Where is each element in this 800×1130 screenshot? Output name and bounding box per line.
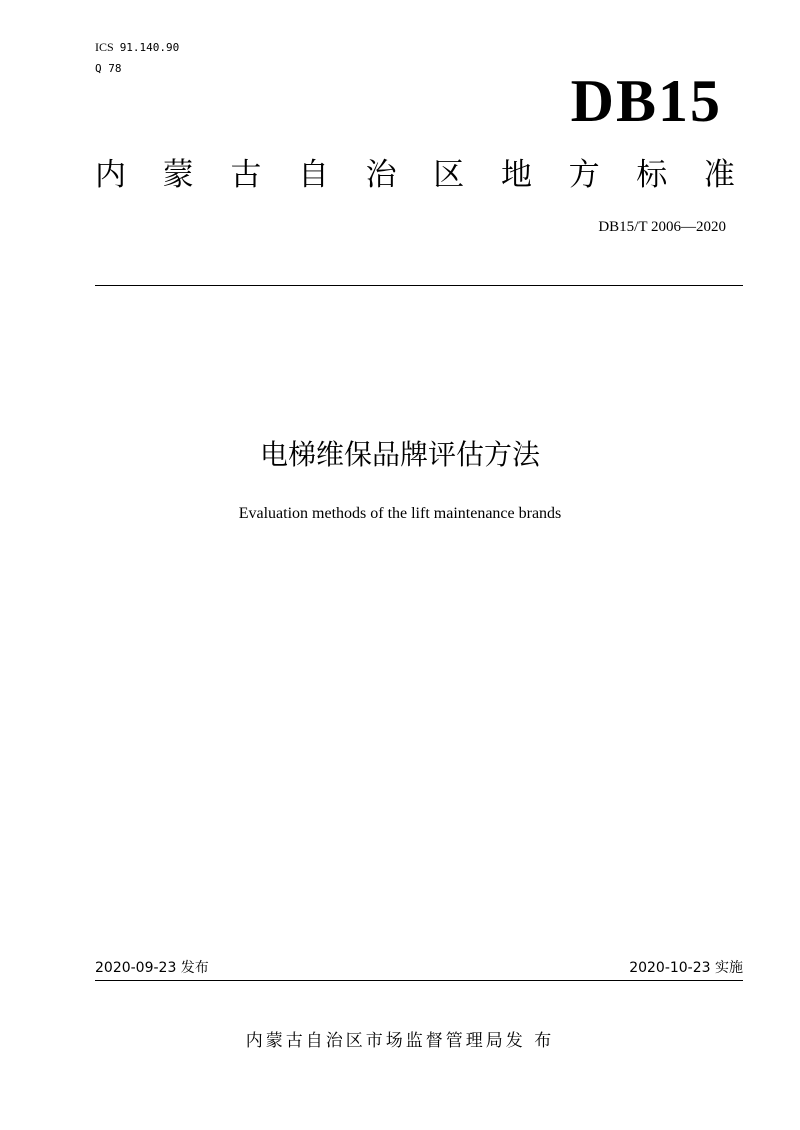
standard-number: DB15/T 2006—2020 — [598, 219, 726, 235]
category-char: 治 — [365, 157, 397, 193]
implementation-date: 2020-10-23 实施 — [629, 960, 743, 976]
ccs-classification — [95, 62, 122, 76]
category-char: 区 — [433, 157, 465, 193]
category-char: 标 — [636, 157, 668, 193]
header-divider — [95, 285, 743, 286]
date-row — [95, 958, 743, 981]
issue-date: 2020-09-23 发布 — [95, 960, 209, 976]
db15-logo: DB15 — [570, 68, 722, 134]
ics-label: ICS — [95, 40, 114, 54]
category-char: 准 — [703, 157, 735, 193]
publisher: 内蒙古自治区市场监督管理局发 布 — [245, 1031, 555, 1051]
document-title-english: Evaluation methods of the lift maintenance brands — [238, 505, 562, 522]
ccs-code: Q 78 — [95, 62, 122, 75]
category-char: 内 — [95, 157, 126, 193]
ics-code: 91.140.90 — [119, 41, 180, 54]
standard-category-title — [95, 152, 735, 198]
category-char: 方 — [568, 157, 600, 193]
document-title: 电梯维保品牌评估方法 — [259, 438, 540, 471]
ics-classification — [95, 40, 179, 55]
category-char: 蒙 — [162, 157, 194, 193]
category-char: 古 — [230, 157, 262, 193]
category-char: 自 — [297, 157, 329, 193]
category-char: 地 — [500, 157, 532, 193]
